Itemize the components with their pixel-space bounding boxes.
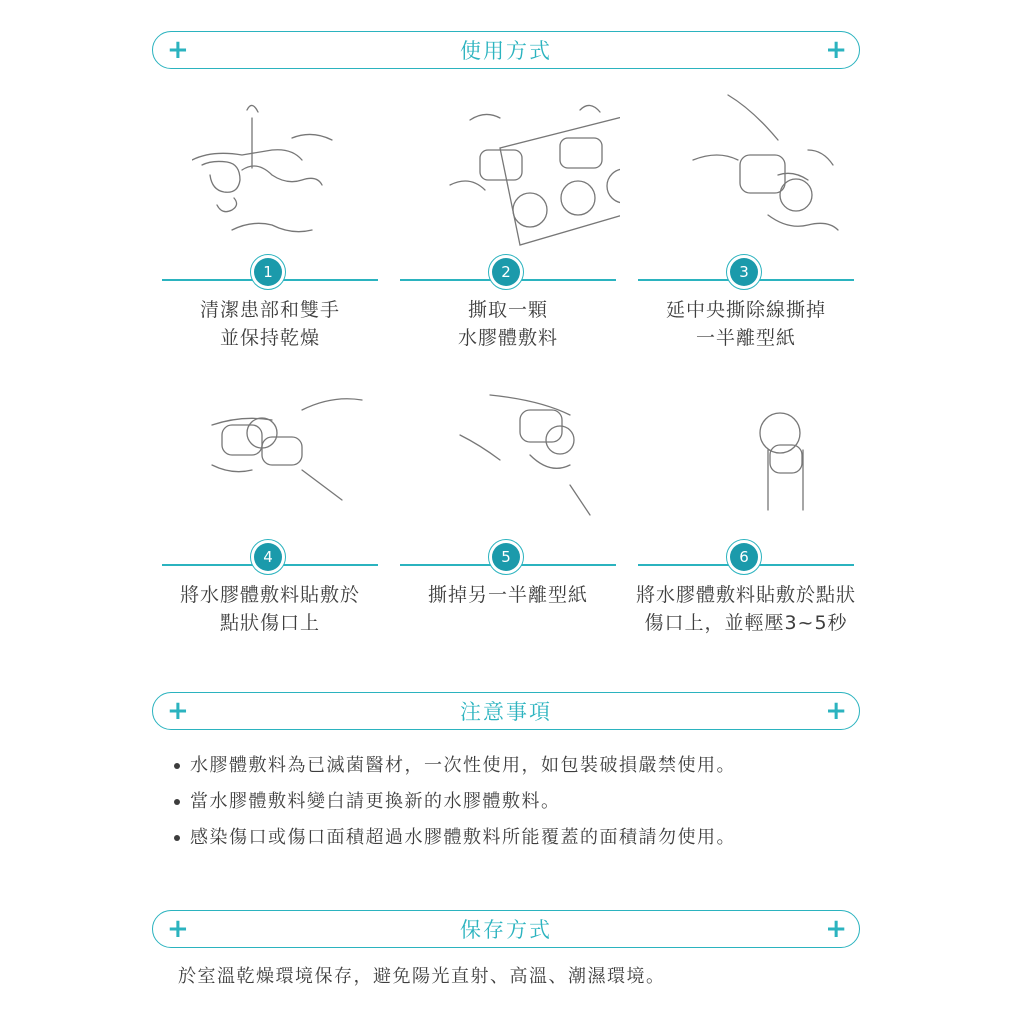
plus-icon: + — [825, 914, 847, 944]
step-caption: 清潔患部和雙手 並保持乾燥 — [199, 299, 340, 349]
storage-title: 保存方式 — [460, 918, 552, 942]
notes-title: 注意事項 — [460, 700, 552, 724]
peel-patch-icon — [430, 0, 620, 250]
step-caption: 延中央撕除線撕掉 一半離型紙 — [665, 299, 826, 349]
step-number-badge: 4 — [250, 539, 286, 575]
storage-text: 於室溫乾燥環境保存，避免陽光直射、高溫、潮濕環境。 — [178, 966, 666, 987]
bullet-icon — [174, 799, 180, 805]
list-item: 當水膠體敷料變白請更換新的水膠體敷料。 — [174, 784, 736, 820]
press-patch-icon — [668, 285, 848, 525]
step-number-badge: 6 — [726, 539, 762, 575]
usage-title: 使用方式 — [460, 39, 552, 63]
apply-patch-icon — [192, 285, 372, 525]
list-item: 水膠體敷料為已滅菌醫材，一次性使用，如包裝破損嚴禁使用。 — [174, 748, 736, 784]
step-number-badge: 2 — [488, 254, 524, 290]
step-number-badge: 3 — [726, 254, 762, 290]
hands-cleaning-icon — [192, 0, 352, 250]
notes-banner — [152, 692, 860, 730]
step-caption: 將水膠體敷料貼敷於 點狀傷口上 — [179, 584, 360, 634]
step-number-badge: 5 — [488, 539, 524, 575]
list-item: 感染傷口或傷口面積超過水膠體敷料所能覆蓋的面積請勿使用。 — [174, 820, 736, 856]
step-number-badge: 1 — [250, 254, 286, 290]
bullet-icon — [174, 835, 180, 841]
plus-icon: + — [167, 914, 189, 944]
step-caption: 撕取一顆 水膠體敷料 — [457, 299, 558, 349]
plus-icon: + — [167, 35, 189, 65]
notes-list — [174, 748, 736, 856]
tear-liner-icon — [668, 0, 848, 250]
plus-icon: + — [825, 35, 847, 65]
bullet-icon — [174, 763, 180, 769]
plus-icon: + — [167, 696, 189, 726]
remove-liner-icon — [430, 285, 610, 525]
plus-icon: + — [825, 696, 847, 726]
storage-banner — [152, 910, 860, 948]
step-caption: 撕掉另一半離型紙 — [427, 584, 588, 606]
step-caption: 將水膠體敷料貼敷於點狀 傷口上，並輕壓3~5秒 — [635, 584, 856, 634]
